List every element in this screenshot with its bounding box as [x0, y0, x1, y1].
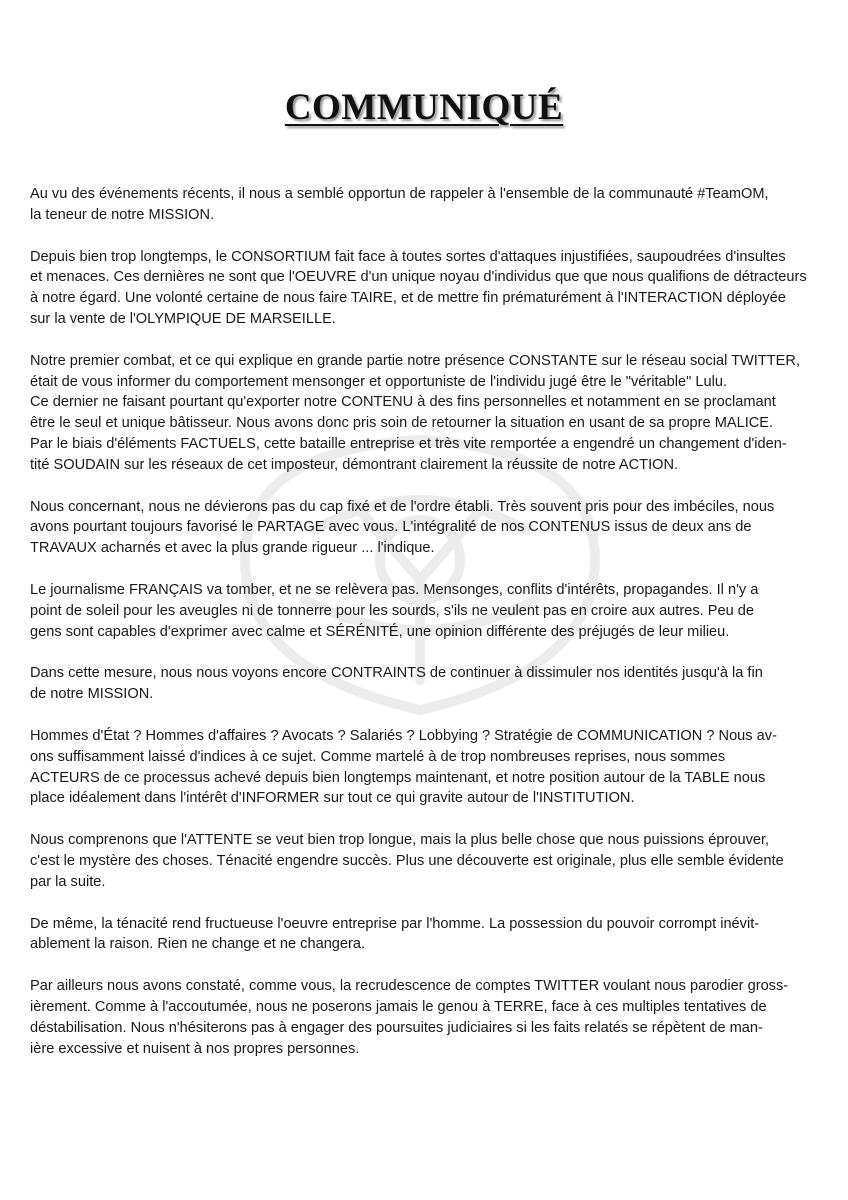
paragraph-line: tité SOUDAIN sur les réseaux de cet imposteur, démontrant clairement la réussite de notre ACTION.: [30, 456, 679, 473]
paragraph: [30, 914, 820, 956]
paragraph: [30, 184, 820, 226]
paragraph-line: De même, la ténacité rend fructueuse l'oeuvre entreprise par l'homme. La possession du pouvoir corrompt inévit-: [30, 915, 760, 932]
paragraph-line: Nous comprenons que l'ATTENTE se veut bien trop longue, mais la plus belle chose que nous puissions éprouver,: [30, 832, 770, 849]
paragraph-line: Le journalisme FRANÇAIS va tomber, et ne se relèvera pas. Mensonges, conflits d'intérêts, propagandes. Il n'y a: [30, 581, 759, 598]
paragraph-line: de notre MISSION.: [30, 686, 154, 703]
document-title: COMMUNIQUÉ: [284, 87, 564, 128]
paragraph: [30, 580, 820, 642]
paragraph-line: ièrement. Comme à l'accoutumée, nous ne poserons jamais le genou à TERRE, face à ces multiples tentatives de: [30, 998, 767, 1015]
paragraph-line: être le seul et unique bâtisseur. Nous avons donc pris soin de retourner la situation en usant de sa propre MALICE.: [30, 415, 774, 432]
paragraph-line: point de soleil pour les aveugles ni de tonnerre pour les sourds, s'ils ne veulent pas en croire aux autres. Peu de: [30, 602, 754, 619]
paragraph-line: Depuis bien trop longtemps, le CONSORTIUM fait face à toutes sortes d'attaques injustifiées, saupoudrées d'insultes: [30, 248, 786, 265]
paragraph-line: la teneur de notre MISSION.: [30, 206, 215, 223]
paragraph: [30, 976, 820, 1059]
paragraph-line: ACTEURS de ce processus achevé depuis bien longtemps maintenant, et notre position autour de la TABLE nous: [30, 769, 766, 786]
paragraph-line: et menaces. Ces dernières ne sont que l'OEUVRE d'un unique noyau d'individus que que nous qualifions de détracteurs: [30, 269, 807, 286]
paragraph-line: déstabilisation. Nous n'hésiterons pas à engager des poursuites judiciaires si les faits relatés se répètent de man-: [30, 1019, 763, 1036]
paragraph: [30, 830, 820, 892]
paragraph: [30, 663, 820, 705]
paragraph: [30, 247, 820, 330]
paragraph-line: sur la vente de l'OLYMPIQUE DE MARSEILLE.: [30, 310, 336, 327]
paragraph-line: était de vous informer du comportement mensonger et opportuniste de l'individu jugé être le "véritable" Lulu.: [30, 373, 728, 390]
paragraph: [30, 726, 820, 809]
paragraph: [30, 351, 820, 476]
paragraph-line: Notre premier combat, et ce qui explique en grande partie notre présence CONSTANTE sur le réseau social TWITTER,: [30, 352, 801, 369]
paragraph-line: place idéalement dans l'intérêt d'INFORMER sur tout ce qui gravite autour de l'INSTITUTION.: [30, 790, 635, 807]
paragraph-line: ière excessive et nuisent à nos propres personnes.: [30, 1040, 360, 1057]
paragraph-line: avons pourtant toujours favorisé le PARTAGE avec vous. L'intégralité de nos CONTENUS issus de deux ans de: [30, 519, 752, 536]
paragraph-line: Par le biais d'éléments FACTUELS, cette bataille entreprise et très vite remportée a engendré un changement d'iden-: [30, 435, 787, 452]
paragraph-line: ons suffisamment laissé d'indices à ce sujet. Comme martelé à de trop nombreuses reprises, nous sommes: [30, 748, 726, 765]
paragraph-line: ablement la raison. Rien ne change et ne changera.: [30, 936, 366, 953]
document-body: [30, 184, 820, 1080]
paragraph-line: Dans cette mesure, nous nous voyons encore CONTRAINTS de continuer à dissimuler nos identités jusqu'à la fin: [30, 665, 763, 682]
paragraph-line: par la suite.: [30, 873, 106, 890]
paragraph-line: à notre égard. Une volonté certaine de nous faire TAIRE, et de mettre fin prématurément à l'INTERACTION déployée: [30, 290, 786, 307]
paragraph-line: TRAVAUX acharnés et avec la plus grande rigueur ... l'indique.: [30, 540, 435, 557]
paragraph: [30, 497, 820, 559]
paragraph-line: Au vu des événements récents, il nous a semblé opportun de rappeler à l'ensemble de la communauté #TeamOM,: [30, 186, 769, 202]
paragraph-line: Hommes d'État ? Hommes d'affaires ? Avocats ? Salariés ? Lobbying ? Stratégie de COMMUNICATION ? Nous av-: [30, 727, 777, 744]
paragraph-line: gens sont capables d'exprimer avec calme et SÉRÉNITÉ, une opinion différente des préjugés de leur milieu.: [30, 623, 730, 640]
paragraph-line: Ce dernier ne faisant pourtant qu'exporter notre CONTENU à des fins personnelles et notamment en se proclamant: [30, 394, 776, 411]
paragraph-line: c'est le mystère des choses. Ténacité engendre succès. Plus une découverte est originale, plus elle semble évidente: [30, 852, 784, 869]
paragraph-line: Par ailleurs nous avons constaté, comme vous, la recrudescence de comptes TWITTER voulant nous parodier gross-: [30, 978, 789, 995]
paragraph-line: Nous concernant, nous ne dévierons pas du cap fixé et de l'ordre établi. Très souvent pris pour des imbéciles, nous: [30, 498, 775, 515]
